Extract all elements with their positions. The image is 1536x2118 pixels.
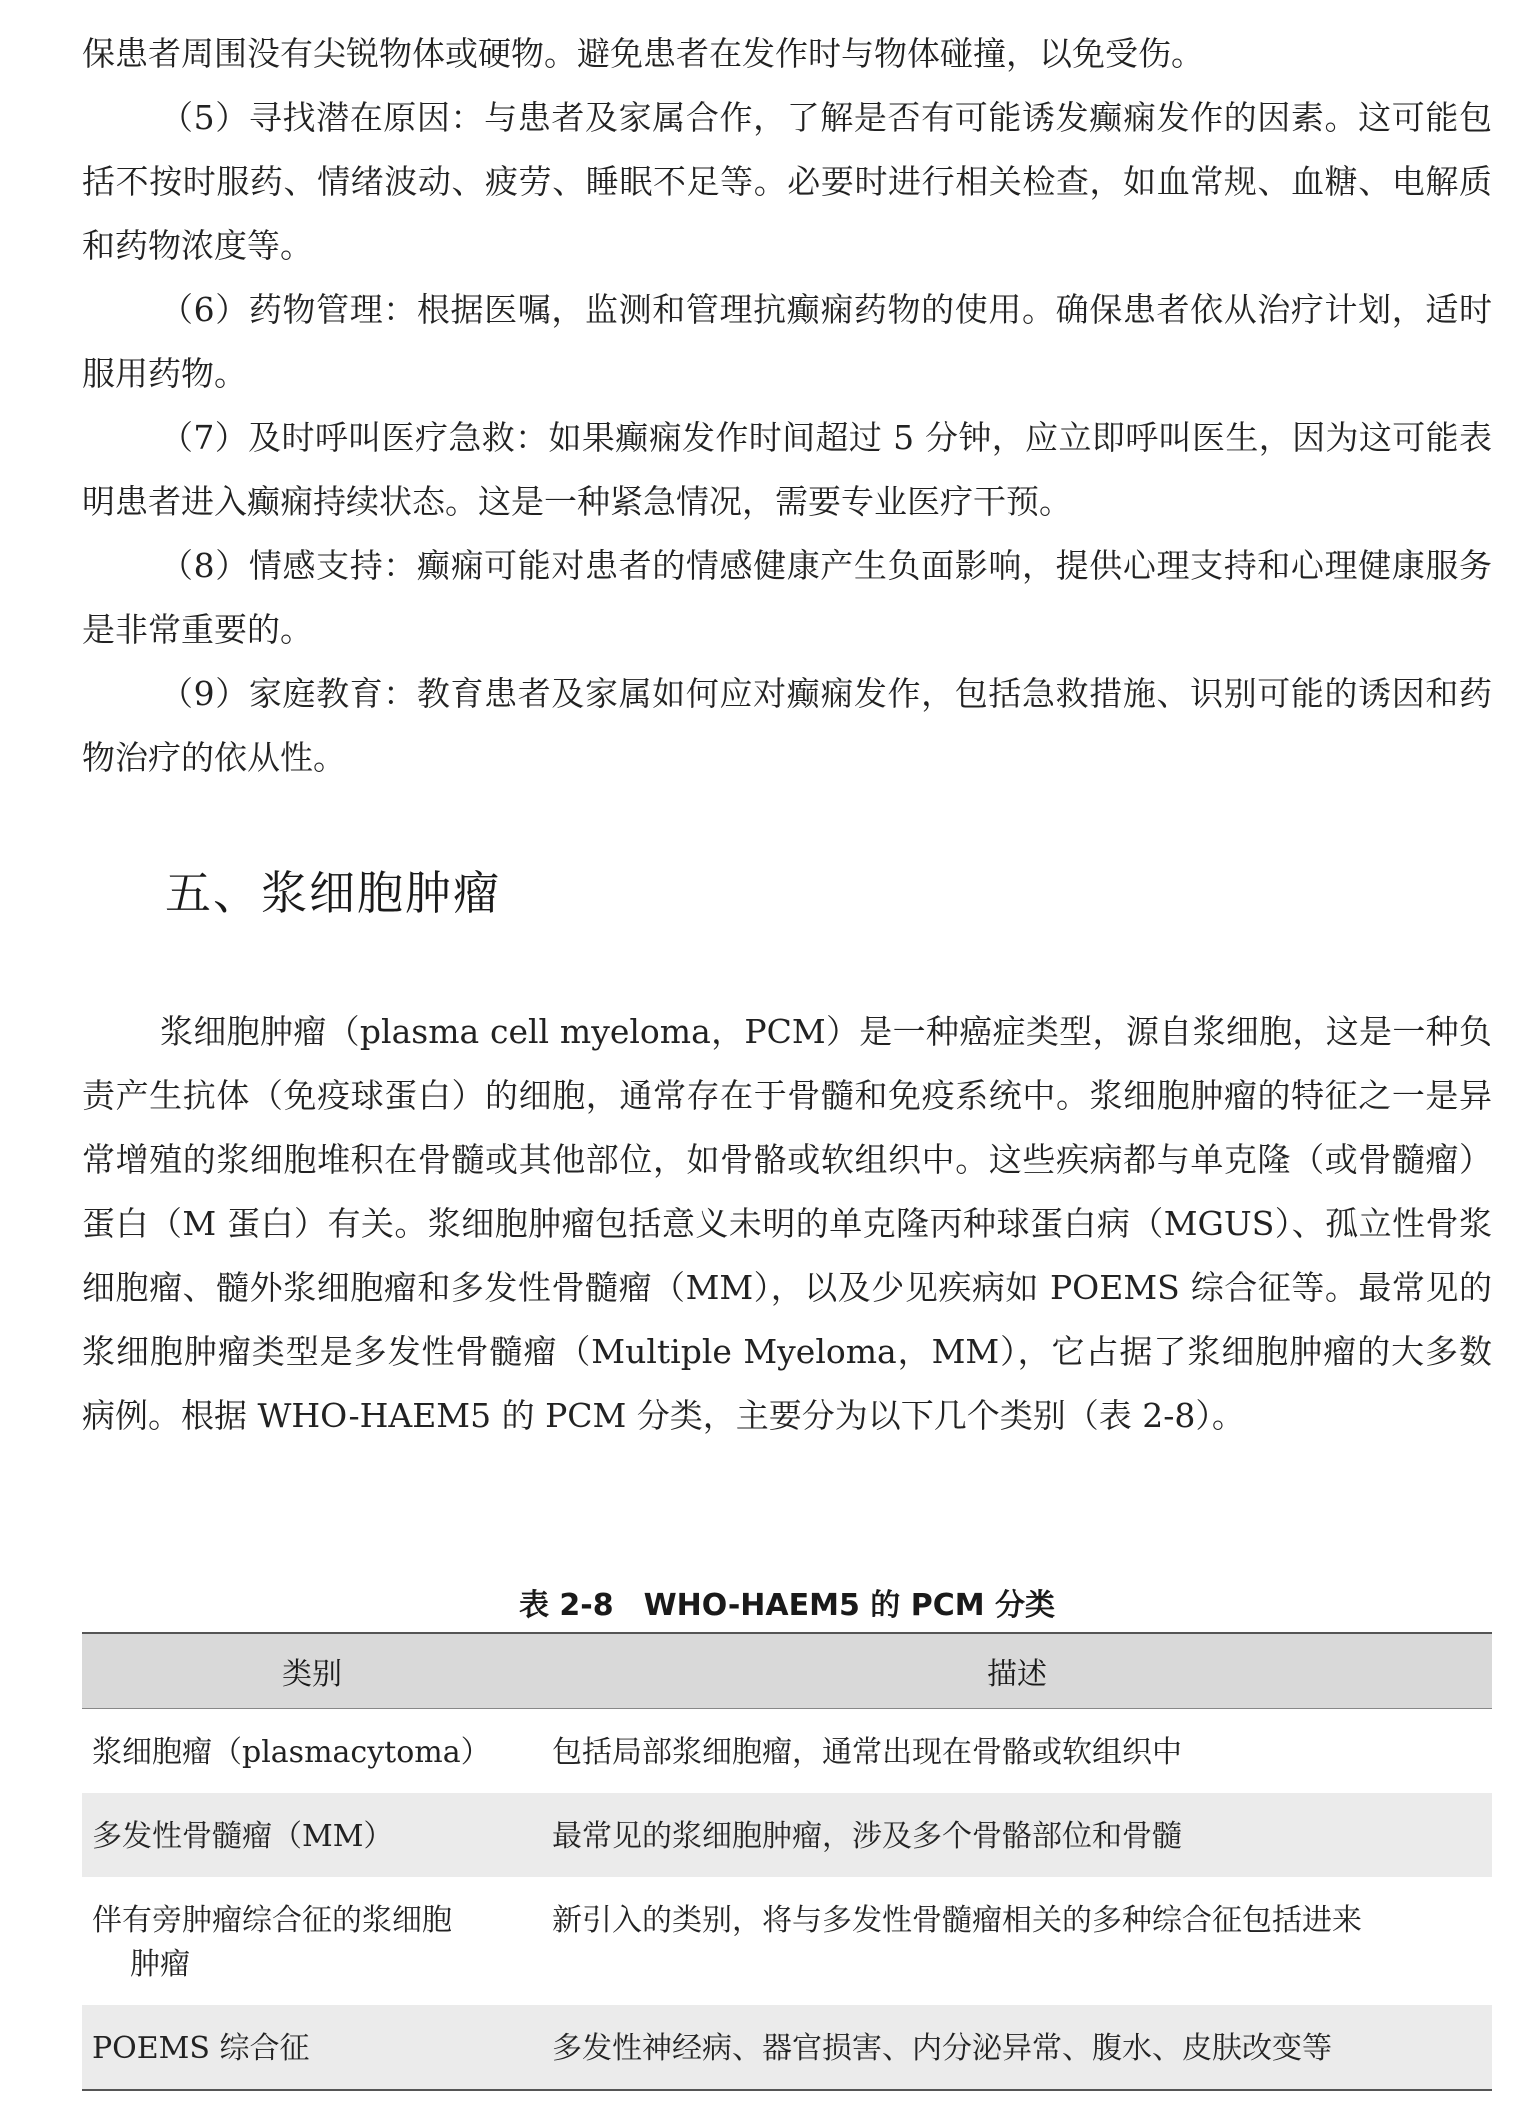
section-paragraph: 浆细胞肿瘤（plasma cell myeloma，PCM）是一种癌症类型，源自浆细胞，这是一种负责产生抗体（免疫球蛋白）的细胞，通常存在于骨髓和免疫系统中。浆细胞肿瘤的特征之一是异常增殖的浆细胞堆积在骨髓或其他部位，如骨骼或软组织中。这些疾病都与单克隆（或骨髓瘤）蛋白（M 蛋白）有关。浆细胞肿瘤包括意义未明的单克隆丙种球蛋白病（MGUS）、孤立性骨浆细胞瘤、髓外浆细胞瘤和多发性骨髓瘤（MM），以及少见疾病如 POEMS 综合征等。最常见的浆细胞肿瘤类型是多发性骨髓瘤（Multiple Myeloma，MM），它占据了浆细胞肿瘤的大多数病例。根据 WHO-HAEM5 的 PCM 分类，主要分为以下几个类别（表 2-8）。 xyxy=(82,1012,1492,1435)
section-body xyxy=(82,1000,1492,1448)
cell-description: 多发性神经病、器官损害、内分泌异常、腹水、皮肤改变等 xyxy=(542,2005,1492,2090)
table-row xyxy=(82,1793,1492,1877)
document-page xyxy=(82,22,1492,2066)
pcm-classification-table xyxy=(82,1632,1492,2091)
cell-category: POEMS 综合征 xyxy=(82,2005,542,2090)
cell-description: 包括局部浆细胞瘤，通常出现在骨骼或软组织中 xyxy=(552,1735,1182,1770)
paragraph-item-7: （7）及时呼叫医疗急救：如果癫痫发作时间超过 5 分钟，应立即呼叫医生，因为这可能表明患者进入癫痫持续状态。这是一种紧急情况，需要专业医疗干预。 xyxy=(82,418,1492,521)
table-header-row xyxy=(82,1633,1492,1709)
paragraph-item-9: （9）家庭教育：教育患者及家属如何应对癫痫发作，包括急救措施、识别可能的诱因和药物治疗的依从性。 xyxy=(82,674,1492,777)
header-description: 描述 xyxy=(542,1633,1492,1709)
top-paragraphs xyxy=(82,22,1492,790)
cell-category: 多发性骨髓瘤（MM） xyxy=(82,1793,542,1877)
cell-description: 新引入的类别，将与多发性骨髓瘤相关的多种综合征包括进来 xyxy=(552,1903,1362,1938)
section-heading: 五、浆细胞肿瘤 xyxy=(165,866,501,920)
table-caption: 表 2-8 WHO-HAEM5 的 PCM 分类 xyxy=(518,1588,1056,1623)
paragraph-item-5: （5）寻找潜在原因：与患者及家属合作，了解是否有可能诱发癫痫发作的因素。这可能包括不按时服药、情绪波动、疲劳、睡眠不足等。必要时进行相关检查，如血常规、血糖、电解质和药物浓度等。 xyxy=(82,98,1492,265)
table-row xyxy=(82,2005,1492,2090)
table-row xyxy=(82,1877,1492,2005)
table-row xyxy=(82,1709,1492,1794)
header-category: 类别 xyxy=(82,1633,542,1709)
cell-category: 伴有旁肿瘤综合征的浆细胞 肿瘤 xyxy=(92,1903,452,1982)
paragraph-item-6: （6）药物管理：根据医嘱，监测和管理抗癫痫药物的使用。确保患者依从治疗计划，适时服用药物。 xyxy=(82,290,1492,393)
paragraph-item-8: （8）情感支持：癫痫可能对患者的情感健康产生负面影响，提供心理支持和心理健康服务是非常重要的。 xyxy=(82,546,1492,649)
cell-category: 浆细胞瘤（plasmacytoma） xyxy=(92,1735,491,1770)
cell-description: 最常见的浆细胞肿瘤，涉及多个骨骼部位和骨髓 xyxy=(542,1793,1492,1877)
paragraph-continued: 保患者周围没有尖锐物体或硬物。避免患者在发作时与物体碰撞，以免受伤。 xyxy=(82,34,1204,73)
